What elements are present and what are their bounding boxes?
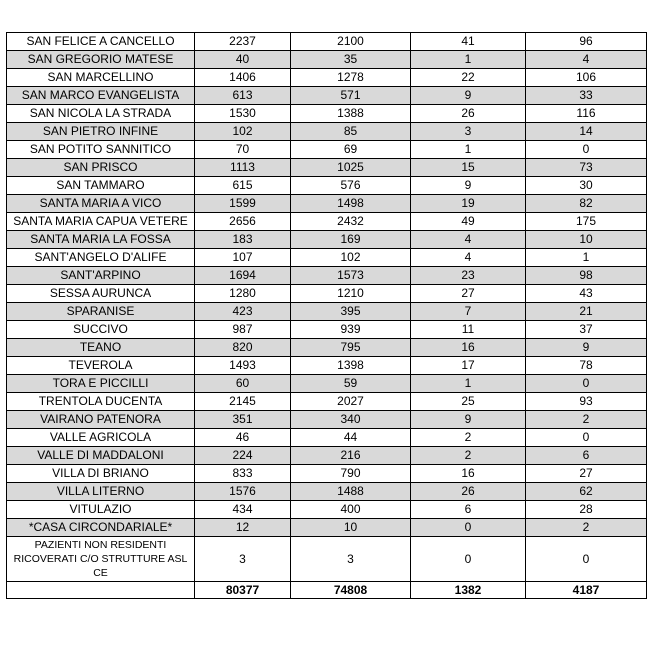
table-row <box>7 195 647 213</box>
value-cell: 96 <box>526 33 647 51</box>
value-cell: 1493 <box>195 357 291 375</box>
value-cell: 1530 <box>195 105 291 123</box>
table-row <box>7 177 647 195</box>
municipality-name-cell: SAN GREGORIO MATESE <box>7 51 195 69</box>
value-cell: 44 <box>291 429 411 447</box>
value-cell: 395 <box>291 303 411 321</box>
value-cell: 216 <box>291 447 411 465</box>
value-cell: 1 <box>411 141 526 159</box>
value-cell: 2145 <box>195 393 291 411</box>
value-cell: 21 <box>526 303 647 321</box>
value-cell: 82 <box>526 195 647 213</box>
value-cell: 73 <box>526 159 647 177</box>
value-cell: 4 <box>411 231 526 249</box>
table-row <box>7 303 647 321</box>
municipality-name-cell: VALLE DI MADDALONI <box>7 447 195 465</box>
value-cell: 93 <box>526 393 647 411</box>
value-cell: 1406 <box>195 69 291 87</box>
value-cell: 17 <box>411 357 526 375</box>
total-label-cell <box>7 582 195 599</box>
value-cell: 10 <box>291 519 411 537</box>
municipality-name-cell: SANTA MARIA CAPUA VETERE <box>7 213 195 231</box>
value-cell: 37 <box>526 321 647 339</box>
value-cell: 1113 <box>195 159 291 177</box>
municipality-name-cell: VITULAZIO <box>7 501 195 519</box>
value-cell: 9 <box>411 87 526 105</box>
municipality-name-cell: SANT'ANGELO D'ALIFE <box>7 249 195 267</box>
value-cell: 46 <box>195 429 291 447</box>
value-cell: 25 <box>411 393 526 411</box>
value-cell: 400 <box>291 501 411 519</box>
value-cell: 6 <box>526 447 647 465</box>
value-cell: 102 <box>195 123 291 141</box>
value-cell: 14 <box>526 123 647 141</box>
table-row <box>7 69 647 87</box>
value-cell: 183 <box>195 231 291 249</box>
table-row <box>7 375 647 393</box>
table-row <box>7 267 647 285</box>
value-cell: 0 <box>526 429 647 447</box>
municipality-name-cell: SAN POTITO SANNITICO <box>7 141 195 159</box>
municipality-name-cell: TEANO <box>7 339 195 357</box>
value-cell: 434 <box>195 501 291 519</box>
value-cell: 1576 <box>195 483 291 501</box>
table-row <box>7 447 647 465</box>
table-row <box>7 411 647 429</box>
value-cell: 2027 <box>291 393 411 411</box>
value-cell: 1694 <box>195 267 291 285</box>
value-cell: 9 <box>411 177 526 195</box>
value-cell: 41 <box>411 33 526 51</box>
value-cell: 2656 <box>195 213 291 231</box>
value-cell: 33 <box>526 87 647 105</box>
value-cell: 22 <box>411 69 526 87</box>
table-row <box>7 231 647 249</box>
table-row <box>7 465 647 483</box>
value-cell: 26 <box>411 483 526 501</box>
value-cell: 12 <box>195 519 291 537</box>
value-cell: 613 <box>195 87 291 105</box>
table-row <box>7 105 647 123</box>
table-row <box>7 393 647 411</box>
value-cell: 1388 <box>291 105 411 123</box>
table-row <box>7 501 647 519</box>
table-row <box>7 159 647 177</box>
value-cell: 2237 <box>195 33 291 51</box>
value-cell: 833 <box>195 465 291 483</box>
municipality-name-cell: SESSA AURUNCA <box>7 285 195 303</box>
municipality-name-cell: VILLA LITERNO <box>7 483 195 501</box>
value-cell: 0 <box>411 537 526 582</box>
value-cell: 2 <box>411 429 526 447</box>
value-cell: 0 <box>526 375 647 393</box>
municipality-name-cell: SAN FELICE A CANCELLO <box>7 33 195 51</box>
total-row <box>7 582 647 599</box>
value-cell: 70 <box>195 141 291 159</box>
value-cell: 1 <box>411 375 526 393</box>
value-cell: 2 <box>411 447 526 465</box>
municipality-name-cell: VAIRANO PATENORA <box>7 411 195 429</box>
value-cell: 351 <box>195 411 291 429</box>
value-cell: 27 <box>526 465 647 483</box>
value-cell: 2432 <box>291 213 411 231</box>
total-value-cell: 80377 <box>195 582 291 599</box>
table-row <box>7 321 647 339</box>
value-cell: 987 <box>195 321 291 339</box>
table-row <box>7 87 647 105</box>
value-cell: 9 <box>411 411 526 429</box>
value-cell: 1210 <box>291 285 411 303</box>
table-row <box>7 339 647 357</box>
municipality-name-cell: SUCCIVO <box>7 321 195 339</box>
table-row <box>7 285 647 303</box>
value-cell: 30 <box>526 177 647 195</box>
value-cell: 2 <box>526 411 647 429</box>
municipality-name-cell: TEVEROLA <box>7 357 195 375</box>
municipality-name-cell: SANT'ARPINO <box>7 267 195 285</box>
municipality-name-cell: SAN NICOLA LA STRADA <box>7 105 195 123</box>
municipality-name-cell: SAN MARCELLINO <box>7 69 195 87</box>
value-cell: 27 <box>411 285 526 303</box>
value-cell: 423 <box>195 303 291 321</box>
municipality-name-cell: *CASA CIRCONDARIALE* <box>7 519 195 537</box>
value-cell: 85 <box>291 123 411 141</box>
total-value-cell: 1382 <box>411 582 526 599</box>
value-cell: 59 <box>291 375 411 393</box>
value-cell: 576 <box>291 177 411 195</box>
value-cell: 116 <box>526 105 647 123</box>
value-cell: 571 <box>291 87 411 105</box>
municipality-name-cell: VALLE AGRICOLA <box>7 429 195 447</box>
municipality-name-cell: SAN PIETRO INFINE <box>7 123 195 141</box>
value-cell: 0 <box>411 519 526 537</box>
table-row <box>7 429 647 447</box>
value-cell: 2100 <box>291 33 411 51</box>
value-cell: 795 <box>291 339 411 357</box>
value-cell: 175 <box>526 213 647 231</box>
value-cell: 1025 <box>291 159 411 177</box>
municipality-name-cell: SAN TAMMARO <box>7 177 195 195</box>
municipality-name-cell: SANTA MARIA LA FOSSA <box>7 231 195 249</box>
municipality-name-cell: SAN MARCO EVANGELISTA <box>7 87 195 105</box>
value-cell: 224 <box>195 447 291 465</box>
table-row <box>7 123 647 141</box>
table-body <box>7 33 647 599</box>
table-row <box>7 213 647 231</box>
table-row <box>7 51 647 69</box>
municipality-name-cell: TORA E PICCILLI <box>7 375 195 393</box>
municipality-name-cell: SANTA MARIA A VICO <box>7 195 195 213</box>
value-cell: 60 <box>195 375 291 393</box>
value-cell: 4 <box>411 249 526 267</box>
table-row <box>7 519 647 537</box>
value-cell: 0 <box>526 537 647 582</box>
total-value-cell: 4187 <box>526 582 647 599</box>
value-cell: 26 <box>411 105 526 123</box>
value-cell: 3 <box>195 537 291 582</box>
value-cell: 3 <box>411 123 526 141</box>
value-cell: 1278 <box>291 69 411 87</box>
value-cell: 1 <box>411 51 526 69</box>
value-cell: 820 <box>195 339 291 357</box>
municipality-cases-table <box>6 32 647 599</box>
value-cell: 106 <box>526 69 647 87</box>
value-cell: 1280 <box>195 285 291 303</box>
value-cell: 69 <box>291 141 411 159</box>
municipality-name-cell: TRENTOLA DUCENTA <box>7 393 195 411</box>
total-value-cell: 74808 <box>291 582 411 599</box>
municipality-name-cell: VILLA DI BRIANO <box>7 465 195 483</box>
value-cell: 1398 <box>291 357 411 375</box>
value-cell: 615 <box>195 177 291 195</box>
value-cell: 15 <box>411 159 526 177</box>
value-cell: 2 <box>526 519 647 537</box>
value-cell: 1488 <box>291 483 411 501</box>
value-cell: 1 <box>526 249 647 267</box>
value-cell: 7 <box>411 303 526 321</box>
municipality-name-cell: SPARANISE <box>7 303 195 321</box>
value-cell: 1599 <box>195 195 291 213</box>
value-cell: 78 <box>526 357 647 375</box>
municipality-name-cell: PAZIENTI NON RESIDENTI RICOVERATI C/O STRUTTURE ASL CE <box>7 537 195 582</box>
value-cell: 0 <box>526 141 647 159</box>
value-cell: 102 <box>291 249 411 267</box>
value-cell: 1498 <box>291 195 411 213</box>
value-cell: 11 <box>411 321 526 339</box>
value-cell: 19 <box>411 195 526 213</box>
value-cell: 28 <box>526 501 647 519</box>
value-cell: 16 <box>411 339 526 357</box>
value-cell: 98 <box>526 267 647 285</box>
value-cell: 790 <box>291 465 411 483</box>
table-row <box>7 537 647 582</box>
value-cell: 49 <box>411 213 526 231</box>
table-row <box>7 141 647 159</box>
value-cell: 16 <box>411 465 526 483</box>
value-cell: 169 <box>291 231 411 249</box>
value-cell: 9 <box>526 339 647 357</box>
municipality-name-cell: SAN PRISCO <box>7 159 195 177</box>
table-row <box>7 33 647 51</box>
value-cell: 6 <box>411 501 526 519</box>
value-cell: 107 <box>195 249 291 267</box>
value-cell: 23 <box>411 267 526 285</box>
value-cell: 3 <box>291 537 411 582</box>
value-cell: 340 <box>291 411 411 429</box>
value-cell: 43 <box>526 285 647 303</box>
value-cell: 10 <box>526 231 647 249</box>
value-cell: 1573 <box>291 267 411 285</box>
value-cell: 40 <box>195 51 291 69</box>
table-row <box>7 357 647 375</box>
value-cell: 35 <box>291 51 411 69</box>
table-row <box>7 249 647 267</box>
table-row <box>7 483 647 501</box>
value-cell: 939 <box>291 321 411 339</box>
value-cell: 4 <box>526 51 647 69</box>
value-cell: 62 <box>526 483 647 501</box>
